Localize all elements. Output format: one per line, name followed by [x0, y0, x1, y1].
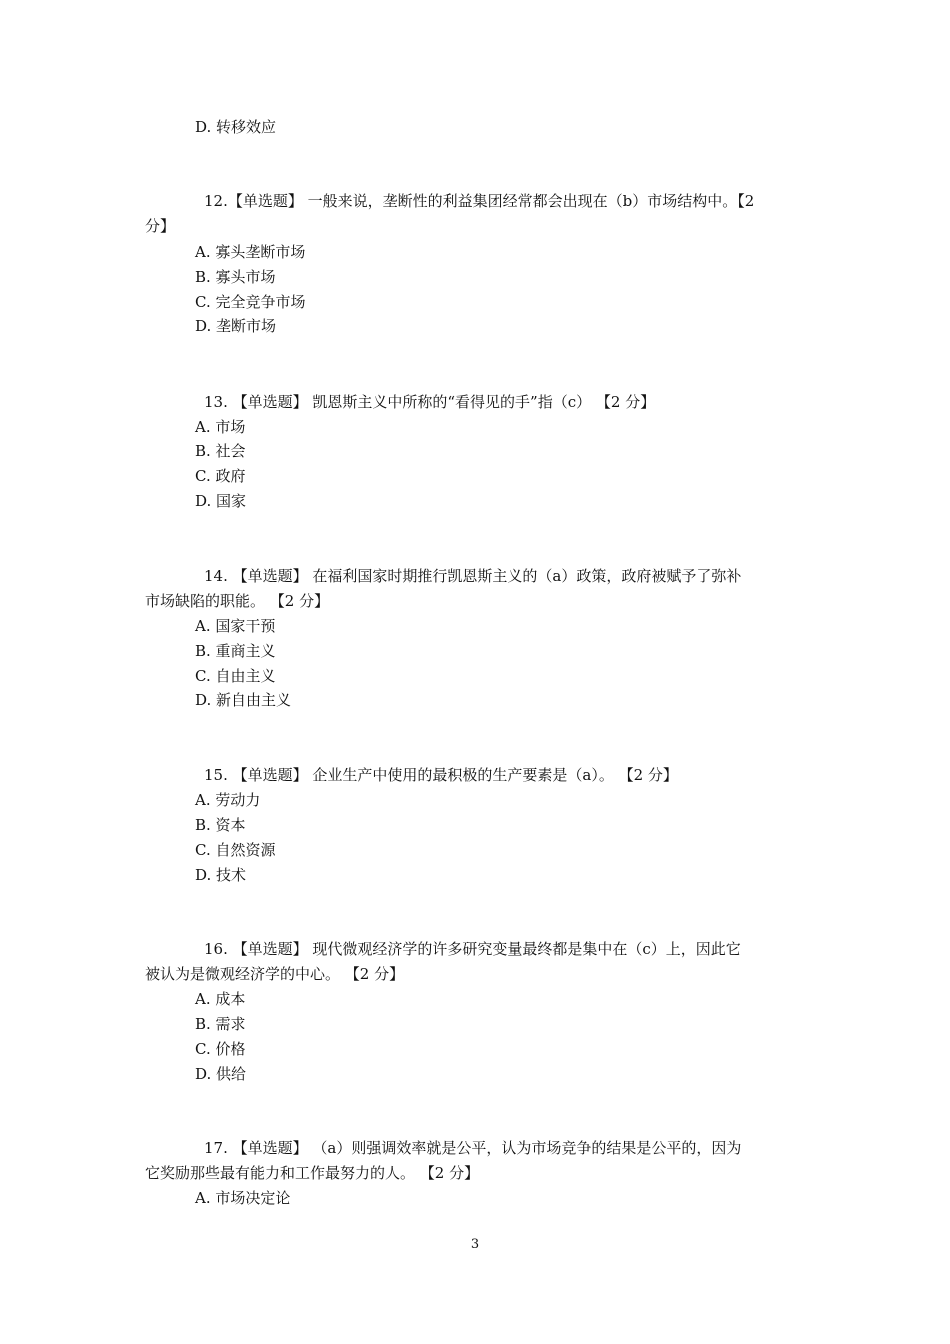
question-13-option-d: D. 国家	[195, 492, 247, 510]
question-15-option-a: A. 劳动力	[195, 791, 261, 809]
question-13-option-c: C. 政府	[195, 467, 246, 485]
question-16-option-b: B. 需求	[195, 1015, 246, 1033]
question-14-stem: 14. 【单选题】 在福利国家时期推行凯恩斯主义的（a）政策，政府被赋予了弥补	[204, 567, 742, 585]
question-16-stem: 16. 【单选题】 现代微观经济学的许多研究变量最终都是集中在（c）上，因此它	[204, 940, 741, 958]
question-16-stem-cont: 被认为是微观经济学的中心。 【2 分】	[145, 965, 405, 983]
question-12-option-b: B. 寡头市场	[195, 268, 276, 286]
question-16-option-d: D. 供给	[195, 1065, 247, 1083]
question-17-stem: 17. 【单选题】 （a）则强调效率就是公平，认为市场竞争的结果是公平的，因为	[204, 1139, 742, 1157]
question-15-option-b: B. 资本	[195, 816, 246, 834]
question-13-option-a: A. 市场	[195, 418, 246, 436]
question-14-option-c: C. 自由主义	[195, 667, 276, 685]
question-14-stem-cont: 市场缺陷的职能。 【2 分】	[145, 592, 330, 610]
question-12-stem-cont: 分】	[145, 217, 176, 235]
question-12-option-d: D. 垄断市场	[195, 317, 277, 335]
question-12-stem: 12.【单选题】 一般来说，垄断性的利益集团经常都会出现在（b）市场结构中。【2	[204, 192, 755, 210]
question-13-option-b: B. 社会	[195, 442, 246, 460]
question-17-option-a: A. 市场决定论	[195, 1189, 291, 1207]
question-15-option-d: D. 技术	[195, 866, 247, 884]
question-15-option-c: C. 自然资源	[195, 841, 276, 859]
question-17-stem-cont: 它奖励那些最有能力和工作最努力的人。 【2 分】	[145, 1164, 480, 1182]
page-number: 3	[470, 1237, 480, 1252]
question-12-option-a: A. 寡头垄断市场	[195, 243, 306, 261]
question-16-option-a: A. 成本	[195, 990, 246, 1008]
question-16-option-c: C. 价格	[195, 1040, 246, 1058]
question-12-option-c: C. 完全竞争市场	[195, 293, 306, 311]
question-15-stem: 15. 【单选题】 企业生产中使用的最积极的生产要素是（a）。 【2 分】	[204, 766, 678, 784]
question-14-option-a: A. 国家干预	[195, 617, 276, 635]
question-14-option-b: B. 重商主义	[195, 642, 276, 660]
question-13-stem: 13. 【单选题】 凯恩斯主义中所称的“看得见的手”指（c） 【2 分】	[204, 393, 656, 411]
prev-option-d: D. 转移效应	[195, 118, 277, 136]
question-14-option-d: D. 新自由主义	[195, 691, 292, 709]
